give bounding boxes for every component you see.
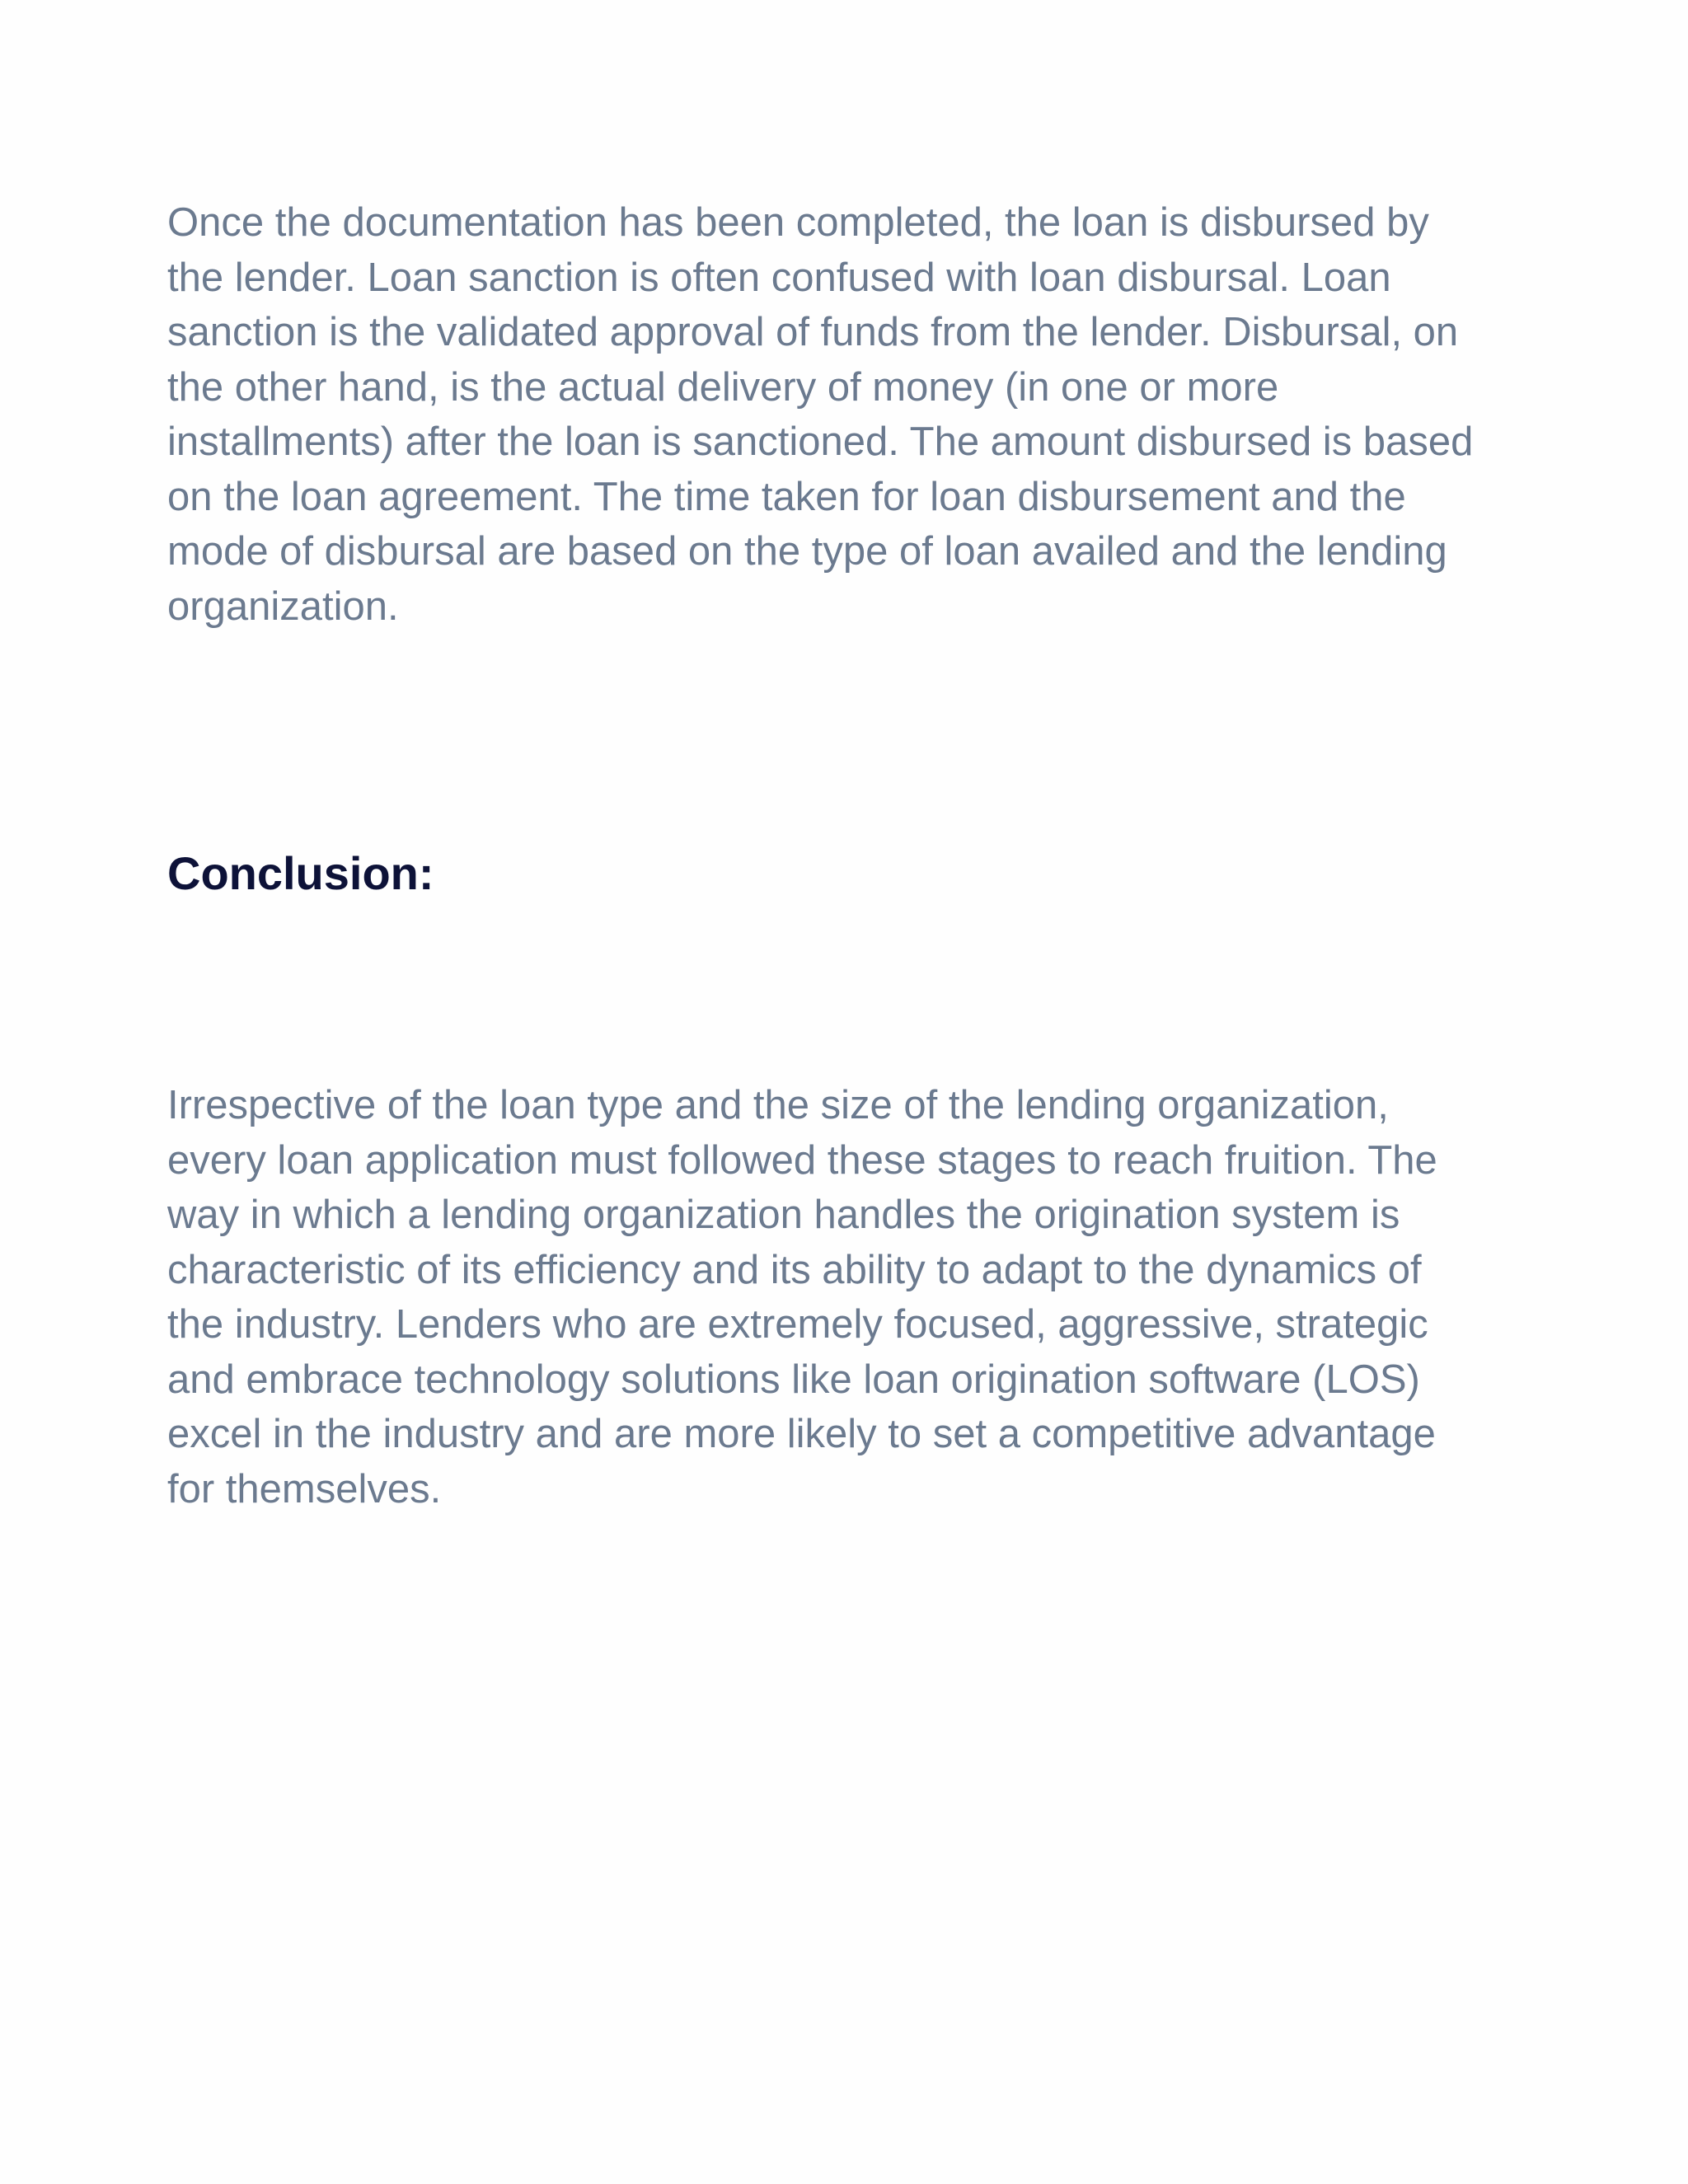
paragraph-line: excel in the industry and are more likely to set a competitive advantage [167, 1412, 1436, 1456]
paragraph-line: installments) after the loan is sanctioned. The amount disbursed is based [167, 419, 1474, 464]
section-heading-conclusion: Conclusion: [167, 847, 434, 899]
paragraph-line: the other hand, is the actual delivery of money (in one or more [167, 364, 1279, 410]
paragraph-line: Irrespective of the loan type and the size of the lending organization, [167, 1083, 1389, 1127]
paragraph-line: mode of disbursal are based on the type of loan availed and the lending [167, 529, 1447, 574]
paragraph-line: on the loan agreement. The time taken for loan disbursement and the [167, 474, 1406, 519]
paragraph-line: Once the documentation has been completed, the loan is disbursed by [167, 200, 1429, 245]
paragraph-line: the lender. Loan sanction is often confused with loan disbursal. Loan [167, 255, 1391, 300]
paragraph-line: the industry. Lenders who are extremely focused, aggressive, strategic [167, 1302, 1428, 1347]
paragraph-loan-disbursal [167, 195, 1527, 634]
paragraph-line: for themselves. [167, 1466, 442, 1511]
paragraph-line: and embrace technology solutions like loan origination software (LOS) [167, 1357, 1420, 1402]
paragraph-line: characteristic of its efficiency and its ability to adapt to the dynamics of [167, 1247, 1422, 1292]
paragraph-line: every loan application must followed these stages to reach fruition. The [167, 1137, 1437, 1183]
paragraph-line: way in which a lending organization handles the origination system is [167, 1193, 1400, 1237]
paragraph-line: sanction is the validated approval of funds from the lender. Disbursal, on [167, 310, 1459, 354]
paragraph-conclusion [167, 1078, 1527, 1516]
paragraph-line: organization. [167, 583, 399, 629]
